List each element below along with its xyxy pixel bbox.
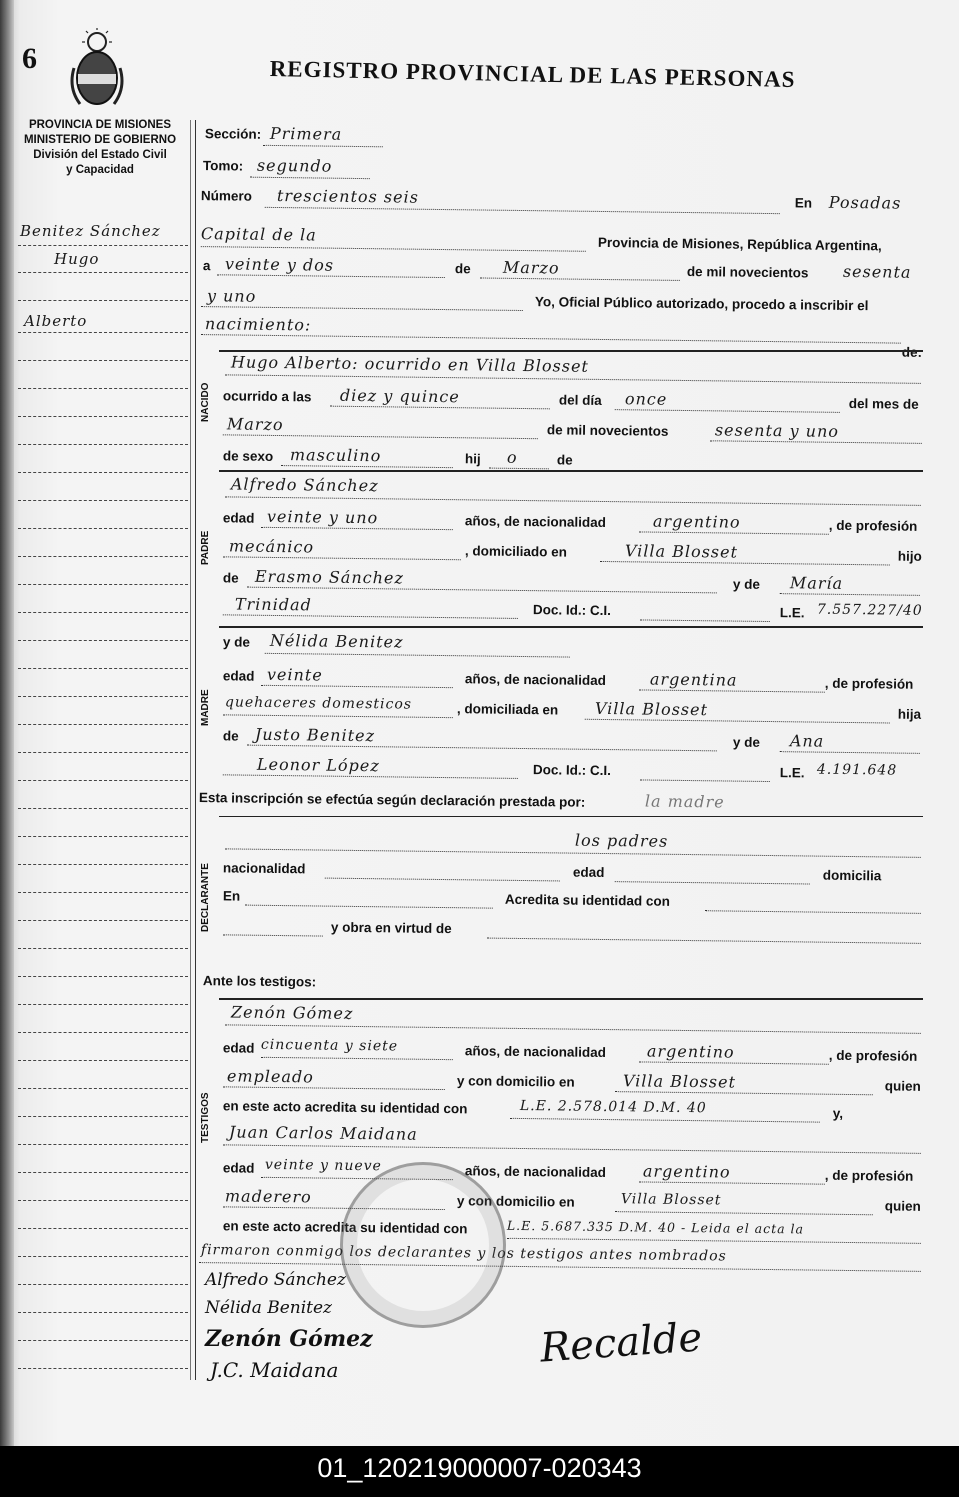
label-seccion: Sección:: [204, 126, 262, 142]
margin-note: Hugo: [54, 250, 100, 268]
label-ocurrido: ocurrido a las: [222, 388, 312, 405]
label-con-domicilio: y con domicilio en: [456, 1073, 575, 1090]
value-hij: o: [506, 447, 518, 467]
value-acto: nacimiento:: [204, 314, 312, 335]
signature-madre: Nélida Benitez: [205, 1298, 333, 1318]
label-anos-nac: años, de nacionalidad: [464, 513, 607, 531]
value-padre-nombre: Alfredo Sánchez: [230, 474, 379, 496]
label-con-domicilio: y con domicilio en: [456, 1193, 575, 1210]
coat-of-arms-icon: [68, 28, 126, 110]
label-anos-nac: años, de nacionalidad: [464, 1043, 607, 1061]
value-anio-nac: sesenta y uno: [714, 420, 840, 441]
value-madre-nac: argentina: [649, 669, 738, 690]
value-madre-prof: quehaceres domesticos: [224, 694, 413, 713]
label-provincia: Provincia de Misiones, República Argentina,: [597, 234, 882, 254]
label-quien: quien: [884, 1078, 921, 1094]
value-t1-edad: cincuenta y siete: [260, 1036, 399, 1055]
page-number: 6: [22, 42, 37, 75]
value-t2-dom: Villa Blosset: [620, 1191, 722, 1209]
margin-column: [14, 200, 186, 1380]
margin-note: Benitez Sánchez: [20, 222, 161, 240]
label-le: L.E.: [779, 605, 805, 621]
value-cierre: firmaron conmigo los declarantes y los testigos antes nombrados: [200, 1242, 727, 1265]
label-de-profesion: , de profesión: [828, 1047, 918, 1064]
label-yo: Yo, Oficial Público autorizado, procedo a inscribir el: [534, 294, 869, 314]
label-y-de: y de: [222, 634, 251, 650]
birth-record-form: [195, 118, 935, 1318]
value-madre-nombre: Nélida Benitez: [269, 630, 404, 652]
value-t1-prof: empleado: [226, 1066, 314, 1087]
margin-note: Alberto: [24, 312, 88, 330]
office-line: MINISTERIO DE GOBIERNO: [23, 134, 177, 146]
label-quien: quien: [884, 1198, 921, 1214]
value-madre-le: 4.191.648: [816, 761, 898, 779]
section-nacido: NACIDO: [200, 382, 211, 422]
document-id: 01_120219000007-020343: [0, 1446, 959, 1497]
value-t1-nombre: Zenón Gómez: [230, 1002, 354, 1023]
value-padre-madre2: Trinidad: [234, 594, 312, 615]
label-en: En: [222, 888, 241, 904]
label-en: En: [794, 195, 813, 211]
label-del-mes: del mes de: [848, 395, 919, 412]
label-ante: Ante los testigos:: [202, 973, 317, 990]
label-acredita-ident: en este acto acredita su identidad con: [222, 1098, 468, 1117]
value-sexo: masculino: [289, 445, 382, 466]
value-t2-nac: argentino: [642, 1161, 731, 1182]
signature-padre: Alfredo Sánchez: [205, 1270, 346, 1290]
value-madre-madre1: Ana: [789, 731, 825, 751]
value-madre-edad: veinte: [266, 664, 323, 685]
value-madre-madre2: Leonor López: [256, 754, 380, 776]
label-edad: edad: [222, 1040, 255, 1056]
label-y-de: y de: [732, 576, 760, 592]
value-t1-nac: argentino: [646, 1041, 735, 1062]
official-stamp: [340, 1162, 506, 1328]
label-nacionalidad: nacionalidad: [222, 860, 306, 877]
book-binding: [0, 0, 14, 1446]
value-padre-madre1: María: [789, 573, 844, 593]
value-tomo: segundo: [256, 155, 333, 176]
value-en: Posadas: [828, 192, 902, 213]
label-de-mil: de mil novecientos: [686, 264, 809, 281]
label-obra: y obra en virtud de: [330, 919, 452, 937]
label-anos-nac: años, de nacionalidad: [464, 671, 607, 689]
section-testigos: TESTIGOS: [200, 1092, 211, 1144]
label-de: de: [556, 452, 573, 468]
value-hora: diez y quince: [339, 385, 460, 407]
value-anio1: sesenta: [842, 261, 912, 282]
label-de-profesion: , de profesión: [828, 517, 918, 534]
office-line: División del Estado Civil: [33, 149, 167, 161]
label-numero: Número: [200, 188, 253, 204]
value-declarante1: la madre: [644, 791, 725, 812]
value-numero: trescientos seis: [276, 186, 420, 207]
label-tomo: Tomo:: [202, 158, 244, 174]
value-padre-le: 7.557.227/40: [816, 601, 923, 619]
section-declarante: DECLARANTE: [200, 863, 211, 933]
value-padre-de: Erasmo Sánchez: [254, 566, 404, 588]
value-dia: veinte y dos: [224, 254, 335, 275]
value-padre-prof: mecánico: [228, 536, 315, 557]
label-edad: edad: [222, 510, 255, 526]
value-dia-nac: once: [624, 389, 668, 409]
label-de-sexo: de sexo: [222, 448, 274, 464]
value-anio2: y uno: [206, 286, 257, 306]
value-capital: Capital de la: [200, 224, 317, 245]
label-doc-id: Doc. Id.: C.I.: [532, 602, 611, 619]
section-padre: PADRE: [200, 530, 211, 566]
label-doc-id: Doc. Id.: C.I.: [532, 762, 611, 779]
label-le: L.E.: [779, 765, 805, 781]
value-padre-edad: veinte y uno: [266, 506, 379, 528]
label-edad: edad: [222, 668, 255, 684]
label-de-profesion: , de profesión: [824, 675, 914, 692]
label-del-dia: del día: [558, 392, 602, 408]
value-mes-nac: Marzo: [226, 414, 284, 435]
value-t1-doc: L.E. 2.578.014 D.M. 40: [519, 1097, 707, 1117]
label-acredita: Acredita su identidad con: [504, 891, 670, 909]
label-hijo: hijo: [897, 548, 922, 564]
value-padre-nac: argentino: [652, 511, 741, 532]
value-madre-dom: Villa Blosset: [594, 698, 709, 720]
label-de-mil-nov: de mil novecientos: [546, 422, 669, 439]
label-acredita-ident: en este acto acredita su identidad con: [222, 1218, 468, 1237]
label-hija: hija: [897, 706, 922, 722]
label-domicilia: domicilia: [822, 867, 882, 884]
label-de: de: [454, 261, 471, 277]
value-mes: Marzo: [502, 257, 560, 278]
label-a: a: [202, 258, 211, 274]
label-domiciliada: , domiciliada en: [456, 701, 559, 718]
signature-testigo-1: Zenón Gómez: [205, 1326, 373, 1352]
label-hij: hij: [464, 451, 481, 467]
label-domiciliado: , domiciliado en: [464, 543, 567, 560]
label-de: de: [222, 570, 239, 586]
label-edad: edad: [572, 864, 605, 881]
office-header: [14, 118, 186, 178]
value-padre-dom: Villa Blosset: [624, 541, 739, 562]
label-declaracion: Esta inscripción se efectúa según declaración prestada por:: [198, 790, 586, 810]
value-declarante2: los padres: [574, 830, 669, 851]
value-t2-prof: maderero: [224, 1186, 312, 1207]
page-title: REGISTRO PROVINCIAL DE LAS PERSONAS: [269, 56, 796, 93]
value-t1-dom: Villa Blosset: [622, 1071, 737, 1092]
value-seccion: Primera: [269, 123, 343, 144]
signature-testigo-2: J.C. Maidana: [210, 1358, 339, 1382]
value-t2-doc: L.E. 5.687.335 D.M. 40 - Leida el acta la: [506, 1217, 805, 1237]
office-line: PROVINCIA DE MISIONES: [28, 119, 172, 131]
office-line: y Capacidad: [66, 164, 134, 176]
value-t2-nombre: Juan Carlos Maidana: [228, 1122, 418, 1144]
value-nacido-nombre: Hugo Alberto: ocurrido en Villa Blosset: [230, 352, 590, 376]
label-anos-nac: años, de nacionalidad: [464, 1163, 607, 1181]
label-edad: edad: [222, 1160, 255, 1176]
label-de-colon: de:: [901, 344, 923, 360]
label-de-profesion: , de profesión: [824, 1167, 914, 1184]
section-madre: MADRE: [200, 689, 211, 727]
value-t2-edad: veinte y nueve: [264, 1156, 382, 1175]
signature-oficial: Recalde: [538, 1314, 704, 1372]
label-y-comma: y,: [832, 1105, 844, 1121]
label-y-de: y de: [732, 734, 760, 750]
label-de: de: [222, 728, 239, 744]
value-madre-de: Justo Benitez: [254, 724, 376, 746]
